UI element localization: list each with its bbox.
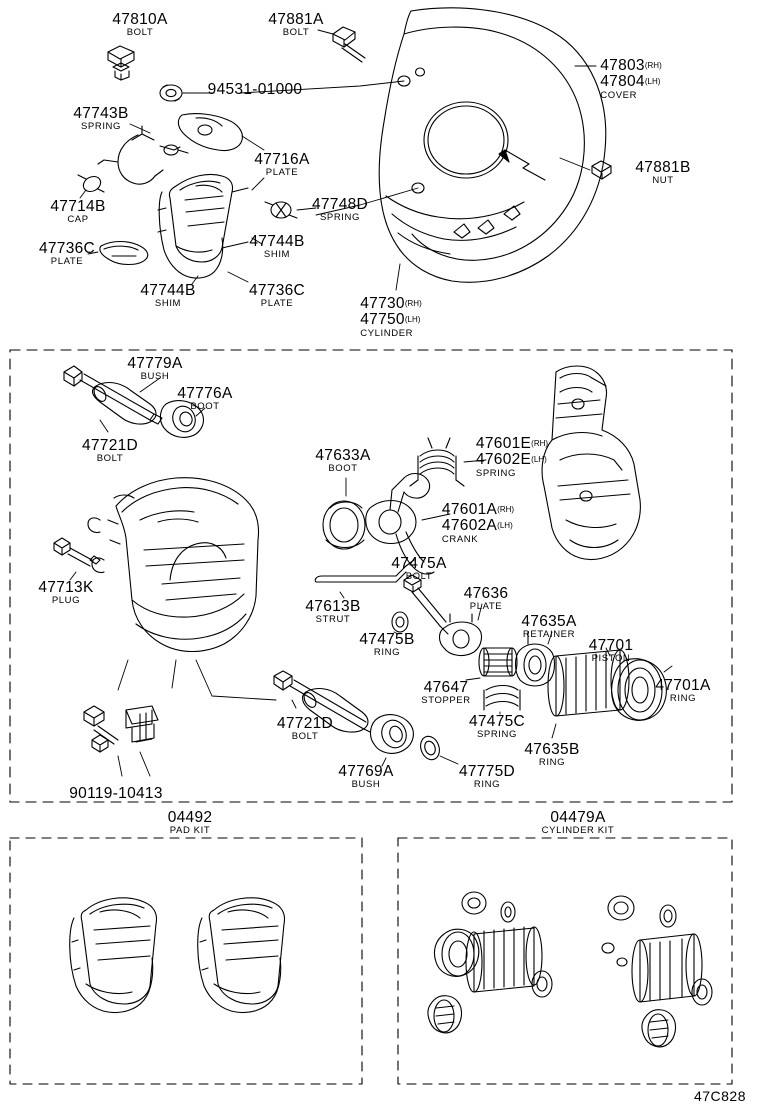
stopper-47647 <box>479 648 517 676</box>
label-47601a-47602a-crank: 47601A(RH) 47602A(LH) CRANK <box>441 501 515 545</box>
nut-47881b <box>592 161 611 179</box>
spring-47475c <box>484 686 520 711</box>
bolt-47475a <box>404 575 448 634</box>
label-47714b: 47714B CAP <box>50 198 106 225</box>
label-47769a: 47769A BUSH <box>338 763 394 790</box>
spring-47743b <box>98 126 163 184</box>
spring-47748d <box>265 202 297 218</box>
bolt-90119 <box>84 706 158 752</box>
label-47636: 47636 PLATE <box>463 585 509 612</box>
diagram-footer-code: 47C828 <box>693 1088 746 1104</box>
label-47716a: 47716A PLATE <box>254 151 310 178</box>
boot-47633a <box>323 501 365 549</box>
label-47613b: 47613B STRUT <box>305 598 361 625</box>
label-47736c-lower: 47736C PLATE <box>248 282 306 309</box>
label-94531-01000: 94531-01000 <box>207 81 303 98</box>
label-47775d: 47775D RING <box>458 763 516 790</box>
label-47730-47750-cylinder: 47730(RH) 47750(LH) CYLINDER <box>360 295 422 339</box>
label-47601e-47602e-spring: 47601E(RH) 47602E(LH) SPRING <box>475 435 549 479</box>
bolt-47810a <box>108 46 134 80</box>
label-47743b: 47743B SPRING <box>73 105 129 132</box>
label-47475c: 47475C SPRING <box>468 713 526 740</box>
label-47635b: 47635B RING <box>524 741 580 768</box>
cap-47714b <box>78 174 104 195</box>
label-47748d: 47748D SPRING <box>311 196 369 223</box>
label-47736c-left: 47736C PLATE <box>38 240 96 267</box>
plate-47636 <box>440 614 482 655</box>
ring-47475b <box>392 612 408 632</box>
plate-47736c-left <box>100 242 148 265</box>
label-47744b-lower: 47744B SHIM <box>140 282 196 309</box>
label-47721d-upper: 47721D BOLT <box>81 437 139 464</box>
label-90119-10413: 90119-10413 <box>69 785 163 802</box>
label-47803-47804-cover: 47803(RH) 47804(LH) COVER <box>600 57 662 101</box>
label-47701a: 47701A RING <box>655 677 711 704</box>
spring-47601e <box>410 438 464 486</box>
brake-pads-group <box>158 174 248 278</box>
label-47633a: 47633A BOOT <box>315 447 371 474</box>
plug-47713k <box>54 538 100 566</box>
plate-47716a <box>160 114 242 155</box>
caliper-body <box>88 478 259 652</box>
label-47779a: 47779A BUSH <box>127 355 183 382</box>
retainer-47635a <box>516 632 555 686</box>
bolt-47881a <box>333 27 365 62</box>
label-47776a: 47776A BOOT <box>177 385 233 412</box>
label-47744b-upper: 47744B SHIM <box>249 233 305 260</box>
pad-kit-contents <box>70 898 285 1013</box>
washer-94531 <box>160 85 182 101</box>
label-47881b: 47881B NUT <box>635 159 691 186</box>
kit-title-cylinder-kit: 04479A CYLINDER KIT <box>541 809 615 836</box>
label-47810a: 47810A BOLT <box>112 11 168 38</box>
caliper-bracket <box>542 366 640 560</box>
kit-title-pad-kit: 04492 PAD KIT <box>167 809 213 836</box>
label-47475a: 47475A BOLT <box>391 555 447 582</box>
label-47721d-lower: 47721D BOLT <box>276 715 334 742</box>
label-47635a: 47635A RETAINER <box>521 613 577 640</box>
label-47881a: 47881A BOLT <box>268 11 324 38</box>
label-47647: 47647 STOPPER <box>421 679 471 706</box>
label-47713k: 47713K PLUG <box>38 579 94 606</box>
label-47475b: 47475B RING <box>359 631 415 658</box>
cylinder-kit-contents <box>428 892 712 1047</box>
label-47701: 47701 PISTON <box>588 637 634 664</box>
